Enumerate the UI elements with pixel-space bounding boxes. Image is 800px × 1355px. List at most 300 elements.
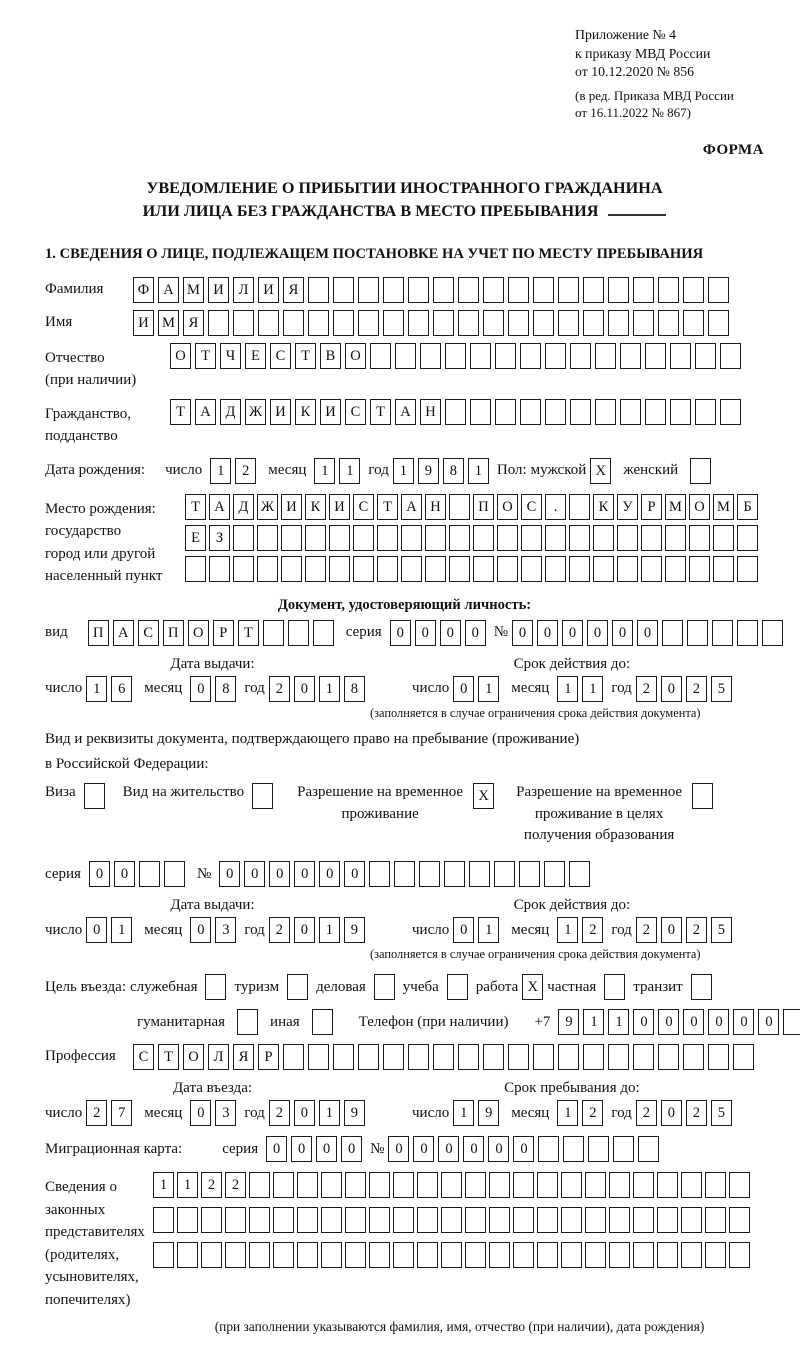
form-cell: 9 <box>344 917 365 943</box>
residence-series-label: серия <box>45 865 81 882</box>
identity-doc-series-cells <box>390 620 486 646</box>
form-cell: 1 <box>557 917 578 943</box>
form-cell <box>473 556 494 582</box>
form-cell: 0 <box>633 1009 654 1035</box>
form-cell: 3 <box>215 917 236 943</box>
form-cell <box>225 1207 246 1233</box>
field-patronymic-cells <box>170 343 741 369</box>
form-cell: Я <box>283 277 304 303</box>
form-cell: Ф <box>133 277 154 303</box>
form-cell <box>537 1242 558 1268</box>
form-cell <box>708 310 729 336</box>
form-cell <box>713 556 734 582</box>
checkbox-temp-residence-education-group <box>514 782 713 847</box>
form-cell <box>695 343 716 369</box>
birthdate-month-label: месяц <box>268 462 307 479</box>
form-cell <box>705 1172 726 1198</box>
form-cell <box>545 399 566 425</box>
form-cell: 0 <box>344 861 365 887</box>
form-cell: 5 <box>711 1100 732 1126</box>
form-cell: 1 <box>153 1172 174 1198</box>
form-cell <box>358 277 379 303</box>
form-cell <box>258 310 279 336</box>
form-cell: Е <box>185 525 206 551</box>
form-cell <box>153 1242 174 1268</box>
form-cell <box>297 1172 318 1198</box>
form-cell: В <box>320 343 341 369</box>
identity-expiry-note: (заполняется в случае ограничения срока действия документа) <box>370 705 701 720</box>
form-cell <box>469 861 490 887</box>
form-cell <box>520 343 541 369</box>
field-citizenship <box>45 399 764 448</box>
form-cell <box>633 1044 654 1070</box>
form-cell <box>561 1242 582 1268</box>
form-cell: С <box>345 399 366 425</box>
form-cell <box>545 556 566 582</box>
form-cell <box>645 399 666 425</box>
form-cell <box>444 861 465 887</box>
form-cell: 0 <box>190 1100 211 1126</box>
entry-purpose-label: Цель въезда: <box>45 978 126 995</box>
checkbox-purpose-official <box>205 974 226 1000</box>
entry-dates <box>45 1080 764 1126</box>
form-cell: П <box>473 494 494 520</box>
form-cell <box>425 525 446 551</box>
form-cell <box>497 525 518 551</box>
form-cell <box>720 343 741 369</box>
form-cell <box>445 399 466 425</box>
form-cell: И <box>270 399 291 425</box>
form-cell: 1 <box>319 1100 340 1126</box>
identity-doc-dates <box>45 656 764 721</box>
form-cell: У <box>617 494 638 520</box>
residence-series-cells <box>89 861 185 887</box>
form-cell: С <box>270 343 291 369</box>
form-cell <box>321 1172 342 1198</box>
form-cell: 5 <box>711 917 732 943</box>
form-cell <box>345 1172 366 1198</box>
form-cell: 1 <box>478 676 499 702</box>
form-cell <box>408 310 429 336</box>
identity-doc-heading: Документ, удостоверяющий личность: <box>277 596 532 613</box>
field-citizenship-label: Гражданство, подданство <box>45 405 132 445</box>
residence-doc-options <box>45 782 764 847</box>
form-cell <box>495 343 516 369</box>
field-profession <box>45 1044 764 1070</box>
title-line-2: ИЛИ ЛИЦА БЕЗ ГРАЖДАНСТВА В МЕСТО ПРЕБЫВАНИЯ <box>45 200 764 223</box>
form-cell: И <box>329 494 350 520</box>
form-cell <box>585 1242 606 1268</box>
form-cell: 1 <box>608 1009 629 1035</box>
page-title <box>45 177 764 224</box>
form-cell: 1 <box>339 458 360 484</box>
checkbox-temp-residence-group <box>295 782 494 826</box>
form-cell: 0 <box>390 620 411 646</box>
form-cell: Д <box>220 399 241 425</box>
form-cell <box>369 1172 390 1198</box>
form-cell: 0 <box>269 861 290 887</box>
form-cell <box>393 1207 414 1233</box>
form-cell: 2 <box>636 1100 657 1126</box>
form-cell <box>358 310 379 336</box>
form-cell <box>583 310 604 336</box>
form-cell: 0 <box>244 861 265 887</box>
form-cell <box>613 1136 634 1162</box>
checkbox-visa-group <box>45 782 105 809</box>
form-cell: 9 <box>418 458 439 484</box>
form-cell <box>658 1044 679 1070</box>
form-cell: Р <box>641 494 662 520</box>
form-cell <box>209 556 230 582</box>
form-cell <box>433 277 454 303</box>
form-cell <box>729 1172 750 1198</box>
form-cell: М <box>713 494 734 520</box>
form-cell: 0 <box>708 1009 729 1035</box>
form-cell <box>139 861 160 887</box>
form-cell: 7 <box>111 1100 132 1126</box>
residence-doc-intro: Вид и реквизиты документа, подтверждающего право на пребывание (проживание) в Российской Федерации: <box>45 730 580 773</box>
migration-series-cells <box>266 1136 362 1162</box>
form-cell <box>558 1044 579 1070</box>
identity-doc-row <box>45 620 764 646</box>
form-cell <box>445 343 466 369</box>
form-cell <box>762 620 783 646</box>
form-cell <box>369 1242 390 1268</box>
form-cell <box>508 310 529 336</box>
form-cell <box>425 556 446 582</box>
form-cell: 0 <box>587 620 608 646</box>
form-cell <box>495 399 516 425</box>
form-cell: 8 <box>215 676 236 702</box>
form-cell <box>408 1044 429 1070</box>
form-cell <box>465 1172 486 1198</box>
form-cell: 8 <box>443 458 464 484</box>
form-cell: 0 <box>190 676 211 702</box>
birthdate-day-cells <box>210 458 256 484</box>
migration-card-label: Миграционная карта: <box>45 1140 183 1157</box>
form-marker: ФОРМА <box>702 141 764 158</box>
identity-doc-type-label: вид <box>45 624 68 641</box>
field-birthdate <box>45 458 764 484</box>
form-cell: Ж <box>257 494 278 520</box>
form-cell: 0 <box>661 917 682 943</box>
form-cell <box>641 556 662 582</box>
form-cell <box>305 556 326 582</box>
representatives-note: (при заполнении указываются фамилия, имя, отчество (при наличии), дата рождения) <box>214 1319 705 1335</box>
form-cell <box>569 556 590 582</box>
form-cell <box>513 1242 534 1268</box>
form-cell <box>394 861 415 887</box>
form-cell <box>569 525 590 551</box>
section1-heading: 1. СВЕДЕНИЯ О ЛИЦЕ, ПОДЛЕЖАЩЕМ ПОСТАНОВКЕ НА УЧЕТ ПО МЕСТУ ПРЕБЫВАНИЯ <box>45 245 704 262</box>
representatives-row-3 <box>153 1242 750 1268</box>
form-cell: Т <box>195 343 216 369</box>
form-cell <box>185 556 206 582</box>
form-cell <box>561 1172 582 1198</box>
form-cell <box>263 620 284 646</box>
birthdate-year-label: год <box>368 462 389 479</box>
form-cell: С <box>138 620 159 646</box>
birthdate-month-cells <box>314 458 360 484</box>
form-cell <box>321 1207 342 1233</box>
form-cell <box>441 1242 462 1268</box>
form-cell <box>585 1207 606 1233</box>
form-cell <box>308 1044 329 1070</box>
form-cell <box>249 1207 270 1233</box>
form-cell <box>458 277 479 303</box>
form-cell <box>353 525 374 551</box>
identity-doc-type-cells <box>88 620 334 646</box>
form-cell: 0 <box>294 861 315 887</box>
form-cell <box>489 1172 510 1198</box>
form-cell: О <box>689 494 710 520</box>
form-cell: 0 <box>488 1136 509 1162</box>
form-cell <box>583 1044 604 1070</box>
form-cell <box>609 1207 630 1233</box>
form-cell: 3 <box>215 1100 236 1126</box>
gender-label: Пол: <box>496 462 527 479</box>
form-cell <box>417 1172 438 1198</box>
form-cell <box>588 1136 609 1162</box>
form-cell: 2 <box>636 917 657 943</box>
form-cell <box>733 1044 754 1070</box>
temp-residence-education-checkbox <box>692 783 713 809</box>
form-cell: 0 <box>465 620 486 646</box>
form-cell <box>620 399 641 425</box>
form-cell <box>608 277 629 303</box>
form-cell: Р <box>258 1044 279 1070</box>
form-cell <box>713 525 734 551</box>
form-cell: А <box>158 277 179 303</box>
field-birthplace-label: Место рождения: государство город или другой населенный пункт <box>45 500 163 585</box>
form-cell: 0 <box>512 620 533 646</box>
form-cell <box>608 310 629 336</box>
residence-doc-series-row <box>45 861 764 887</box>
issue-date-header: Дата выдачи: <box>170 655 255 672</box>
form-cell <box>308 277 329 303</box>
form-cell: 2 <box>686 917 707 943</box>
form-cell: 9 <box>558 1009 579 1035</box>
form-cell <box>321 1242 342 1268</box>
form-cell <box>620 343 641 369</box>
checkbox-purpose-humanitarian <box>237 1009 258 1035</box>
form-cell: 1 <box>478 917 499 943</box>
form-cell <box>558 277 579 303</box>
form-cell <box>401 525 422 551</box>
form-cell <box>383 310 404 336</box>
form-cell: 0 <box>562 620 583 646</box>
birthdate-year-cells <box>393 458 489 484</box>
form-cell: С <box>521 494 542 520</box>
temp-residence-label: Разрешение на временное проживание <box>297 783 464 822</box>
representatives-rows <box>153 1172 750 1268</box>
form-cell <box>520 399 541 425</box>
form-cell <box>345 1242 366 1268</box>
form-cell <box>683 1044 704 1070</box>
form-cell: Е <box>245 343 266 369</box>
form-cell <box>233 525 254 551</box>
form-cell <box>508 1044 529 1070</box>
form-cell: 2 <box>269 1100 290 1126</box>
birthplace-row-2 <box>185 525 758 551</box>
stay-until-date: Срок пребывания до: число 1 9 месяц 1 2 год 2 0 2 5 <box>412 1080 732 1126</box>
form-cell: С <box>353 494 374 520</box>
form-cell: А <box>195 399 216 425</box>
revision-line: от 16.11.2022 № 867) <box>575 105 692 121</box>
form-cell <box>489 1242 510 1268</box>
form-cell <box>595 343 616 369</box>
form-cell: 1 <box>314 458 335 484</box>
form-cell <box>729 1242 750 1268</box>
form-cell <box>609 1242 630 1268</box>
form-cell <box>569 861 590 887</box>
form-cell: 0 <box>89 861 110 887</box>
residence-expiry-date: Срок действия до: число 0 1 месяц 1 2 год 2 0 2 5 (заполняется в случае ограничения срока действия документа) <box>412 897 732 962</box>
form-cell <box>657 1172 678 1198</box>
residence-permit-checkbox <box>252 783 273 809</box>
form-cell <box>177 1207 198 1233</box>
form-cell <box>712 620 733 646</box>
form-cell <box>370 343 391 369</box>
form-cell: 0 <box>661 1100 682 1126</box>
form-cell: 0 <box>388 1136 409 1162</box>
form-cell: 1 <box>319 917 340 943</box>
form-cell: К <box>305 494 326 520</box>
form-cell: К <box>593 494 614 520</box>
form-cell <box>609 1172 630 1198</box>
residence-expiry-note: (заполняется в случае ограничения срока действия документа) <box>370 947 701 962</box>
form-cell <box>708 277 729 303</box>
form-cell <box>720 399 741 425</box>
form-cell <box>283 1044 304 1070</box>
form-cell <box>441 1207 462 1233</box>
form-cell: 6 <box>111 676 132 702</box>
form-cell <box>593 556 614 582</box>
form-cell <box>329 525 350 551</box>
form-cell: М <box>665 494 686 520</box>
field-citizenship-cells <box>170 399 741 425</box>
form-cell: З <box>209 525 230 551</box>
form-cell: 1 <box>210 458 231 484</box>
form-cell <box>569 494 590 520</box>
form-cell <box>658 277 679 303</box>
form-cell <box>513 1172 534 1198</box>
form-cell: Я <box>183 310 204 336</box>
form-cell <box>288 620 309 646</box>
form-cell: Т <box>238 620 259 646</box>
form-cell <box>708 1044 729 1070</box>
appendix-line: от 10.12.2020 № 856 <box>575 64 695 80</box>
appendix-header <box>575 26 764 122</box>
form-cell: 0 <box>341 1136 362 1162</box>
form-cell <box>705 1242 726 1268</box>
form-cell <box>558 310 579 336</box>
phone-cells <box>558 1009 800 1035</box>
form-cell: О <box>345 343 366 369</box>
checkbox-residence-permit-group <box>123 782 273 809</box>
form-cell <box>585 1172 606 1198</box>
form-cell <box>729 1207 750 1233</box>
form-cell: 1 <box>453 1100 474 1126</box>
form-cell: 0 <box>86 917 107 943</box>
form-cell <box>329 556 350 582</box>
form-cell: Д <box>233 494 254 520</box>
form-cell <box>465 1207 486 1233</box>
form-cell: П <box>163 620 184 646</box>
temp-residence-education-label: Разрешение на временное проживание в целях получения образования <box>516 783 683 844</box>
form-cell: 0 <box>190 917 211 943</box>
representatives-row-1 <box>153 1172 750 1198</box>
form-cell <box>533 1044 554 1070</box>
field-surname-label: Фамилия <box>45 280 104 297</box>
form-cell <box>508 277 529 303</box>
field-patronymic <box>45 343 764 392</box>
form-cell <box>153 1207 174 1233</box>
form-cell <box>257 525 278 551</box>
form-cell: Н <box>420 399 441 425</box>
form-cell <box>401 556 422 582</box>
form-cell <box>657 1242 678 1268</box>
form-cell <box>537 1207 558 1233</box>
form-cell: К <box>295 399 316 425</box>
form-cell: 0 <box>661 676 682 702</box>
appendix-line: к приказу МВД России <box>575 45 711 61</box>
form-cell: Н <box>425 494 446 520</box>
form-cell <box>705 1207 726 1233</box>
field-profession-label: Профессия <box>45 1048 116 1065</box>
checkbox-purpose-work: X <box>522 974 543 1000</box>
form-cell: Р <box>213 620 234 646</box>
form-cell <box>521 556 542 582</box>
form-cell <box>353 556 374 582</box>
form-cell <box>689 525 710 551</box>
form-cell <box>563 1136 584 1162</box>
visa-checkbox <box>84 783 105 809</box>
identity-doc-number-cells <box>512 620 783 646</box>
form-cell: 0 <box>612 620 633 646</box>
form-cell <box>538 1136 559 1162</box>
form-cell: И <box>320 399 341 425</box>
form-cell <box>570 343 591 369</box>
form-cell: 0 <box>683 1009 704 1035</box>
form-cell: 0 <box>463 1136 484 1162</box>
form-cell: 1 <box>393 458 414 484</box>
form-cell: 0 <box>219 861 240 887</box>
form-cell <box>681 1207 702 1233</box>
form-cell <box>257 556 278 582</box>
form-cell <box>483 1044 504 1070</box>
field-representatives <box>45 1172 764 1311</box>
form-cell <box>593 525 614 551</box>
form-cell <box>458 1044 479 1070</box>
entry-date: Дата въезда: число 2 7 месяц 0 3 год 2 0 1 9 <box>45 1080 380 1126</box>
form-cell: 0 <box>266 1136 287 1162</box>
form-cell: 0 <box>453 917 474 943</box>
migration-number-cells <box>388 1136 659 1162</box>
checkbox-purpose-tourism <box>287 974 308 1000</box>
form-cell: 0 <box>537 620 558 646</box>
gender-female-label: женский <box>623 462 679 479</box>
form-cell <box>681 1242 702 1268</box>
form-cell <box>420 343 441 369</box>
form-cell: 0 <box>413 1136 434 1162</box>
form-cell <box>164 861 185 887</box>
form-cell <box>489 1207 510 1233</box>
form-cell: 0 <box>415 620 436 646</box>
form-cell <box>545 343 566 369</box>
title-line-1: УВЕДОМЛЕНИЕ О ПРИБЫТИИ ИНОСТРАННОГО ГРАЖДАНИНА <box>146 178 663 197</box>
form-cell <box>737 620 758 646</box>
